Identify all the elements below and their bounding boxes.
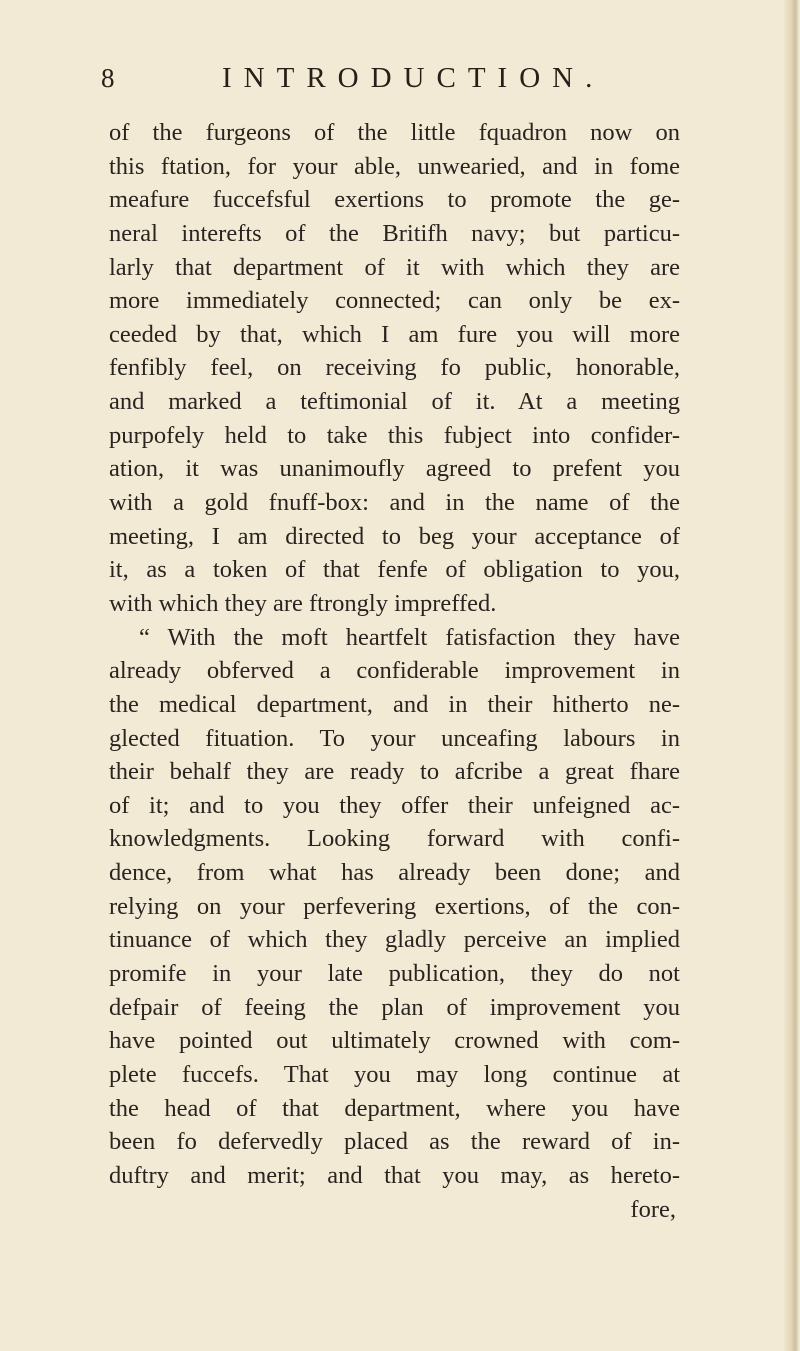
text-line: dence, from what has already been done; and bbox=[109, 859, 680, 887]
text-line: it, as a token of that fenfe of obligation to you, bbox=[109, 556, 680, 584]
text-line: their behalf they are ready to afcribe a great fhare bbox=[109, 758, 680, 786]
text-line: knowledgments. Looking forward with confi- bbox=[109, 825, 680, 853]
paragraph-start-line: “ With the moft heartfelt fatisfaction they have bbox=[139, 623, 680, 651]
text-line: relying on your perfevering exertions, of the con- bbox=[109, 892, 680, 920]
text-line: tinuance of which they gladly perceive an implied bbox=[109, 926, 680, 954]
body-text bbox=[109, 116, 680, 1226]
text-line: duftry and merit; and that you may, as hereto- bbox=[109, 1161, 680, 1189]
text-line: ation, it was unanimoufly agreed to prefent you bbox=[109, 455, 680, 483]
paragraph-end-line: with which they are ftrongly impreffed. bbox=[109, 589, 497, 617]
text-line: this ftation, for your able, unwearied, and in fome bbox=[109, 152, 680, 180]
text-line: meafure fuccefsful exertions to promote the ge- bbox=[109, 186, 680, 214]
page-header bbox=[0, 58, 800, 98]
text-line: meeting, I am directed to beg your acceptance of bbox=[109, 522, 680, 550]
text-line: and marked a teftimonial of it. At a meeting bbox=[109, 388, 680, 416]
running-head: INTRODUCTION. bbox=[222, 62, 605, 94]
text-line: been fo defervedly placed as the reward of in- bbox=[109, 1128, 680, 1156]
page-edge bbox=[784, 0, 800, 1351]
text-line: defpair of feeing the plan of improvement you bbox=[109, 993, 680, 1021]
text-line: glected fituation. To your unceafing labours in bbox=[109, 724, 680, 752]
text-line: larly that department of it with which they are bbox=[109, 253, 680, 281]
text-line: have pointed out ultimately crowned with com- bbox=[109, 1027, 680, 1055]
text-line: promife in your late publication, they do not bbox=[109, 960, 680, 988]
text-line: more immediately connected; can only be ex- bbox=[109, 287, 680, 315]
catchword: fore, bbox=[630, 1195, 676, 1223]
text-line: already obferved a confiderable improvement in bbox=[109, 657, 680, 685]
text-line: purpofely held to take this fubject into confider- bbox=[109, 421, 680, 449]
text-line: the head of that department, where you have bbox=[109, 1094, 680, 1122]
text-line: of the furgeons of the little fquadron now on bbox=[109, 119, 680, 146]
text-line: with a gold fnuff-box: and in the name of the bbox=[109, 489, 680, 517]
text-line: fenfibly feel, on receiving fo public, honorable, bbox=[109, 354, 680, 382]
page-number: 8 bbox=[101, 63, 115, 93]
text-line: of it; and to you they offer their unfeigned ac- bbox=[109, 791, 680, 819]
text-line: plete fuccefs. That you may long continue at bbox=[109, 1060, 680, 1088]
text-line: the medical department, and in their hitherto ne- bbox=[109, 690, 680, 718]
text-line: ceeded by that, which I am fure you will more bbox=[109, 320, 680, 348]
text-line: neral interefts of the Britifh navy; but particu- bbox=[109, 219, 680, 247]
